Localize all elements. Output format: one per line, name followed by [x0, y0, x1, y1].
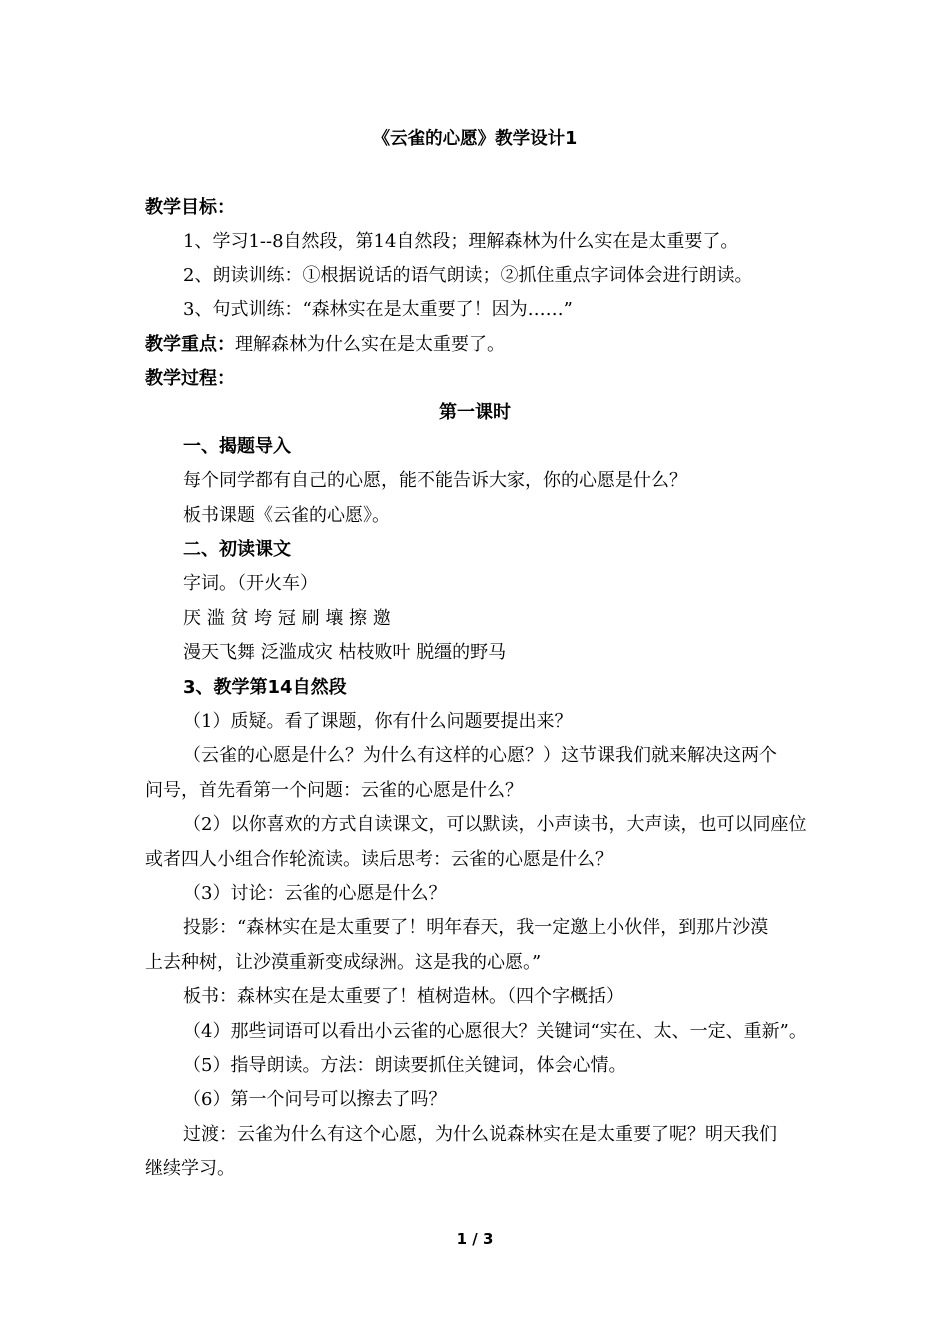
- paragraph-line: 字词。（开火车）: [183, 573, 318, 594]
- paragraph-line: （6）第一个问号可以擦去了吗？: [183, 1089, 447, 1110]
- vocabulary-characters: 厌 滥 贫 垮 冠 刷 壤 擦 邀: [183, 608, 391, 629]
- focus-text: 理解森林为什么实在是太重要了。: [235, 334, 505, 355]
- objectives-heading: 教学目标：: [145, 197, 235, 218]
- objective-item: 3、句式训练：“森林实在是太重要了！因为……”: [183, 299, 573, 320]
- paragraph-line: 或者四人小组合作轮流读。读后思考：云雀的心愿是什么？: [145, 849, 613, 870]
- paragraph-line: 板书：森林实在是太重要了！植树造林。（四个字概括）: [183, 986, 624, 1007]
- teaching-focus: [145, 333, 505, 357]
- focus-label: 教学重点：: [145, 334, 235, 355]
- page-number: 1 / 3: [456, 1230, 494, 1248]
- process-heading: 教学过程：: [145, 368, 235, 389]
- paragraph-line: （1）质疑。看了课题，你有什么问题要提出来？: [183, 711, 573, 732]
- paragraph-line: 继续学习。: [145, 1158, 235, 1179]
- paragraph-line: 过渡：云雀为什么有这个心愿，为什么说森林实在是太重要了呢？明天我们: [183, 1124, 777, 1145]
- paragraph-line: （4）那些词语可以看出小云雀的心愿很大？关键词“实在、太、一定、重新”。: [183, 1021, 807, 1042]
- section3-heading: 3、教学第14自然段: [183, 677, 347, 698]
- objective-item: 1、学习1--8自然段，第14自然段；理解森林为什么实在是太重要了。: [183, 231, 739, 252]
- paragraph-line: 投影：“森林实在是太重要了！明年春天，我一定邀上小伙伴，到那片沙漠: [183, 917, 769, 938]
- paragraph-line: （3）讨论：云雀的心愿是什么？: [183, 883, 447, 904]
- vocabulary-phrases: 漫天飞舞 泛滥成灾 枯枝败叶 脱缰的野马: [183, 642, 507, 663]
- paragraph-line: （2）以你喜欢的方式自读课文，可以默读，小声读书，大声读，也可以同座位: [183, 814, 807, 835]
- paragraph-line: 上去种树，让沙漠重新变成绿洲。这是我的心愿。”: [145, 952, 542, 973]
- objective-item: 2、朗读训练：①根据说话的语气朗读；②抓住重点字词体会进行朗读。: [183, 265, 753, 286]
- paragraph-line: 每个同学都有自己的心愿，能不能告诉大家，你的心愿是什么？: [183, 470, 687, 491]
- paragraph-line: 问号，首先看第一个问题：云雀的心愿是什么？: [145, 780, 523, 801]
- section2-heading: 二、初读课文: [183, 539, 291, 560]
- document-title: 《云雀的心愿》教学设计1: [372, 129, 578, 149]
- paragraph-line: （5）指导朗读。方法：朗读要抓住关键词，体会心情。: [183, 1055, 627, 1076]
- lesson-heading: 第一课时: [439, 402, 511, 423]
- section1-heading: 一、揭题导入: [183, 436, 291, 457]
- paragraph-line: （云雀的心愿是什么？为什么有这样的心愿？）这节课我们就来解决这两个: [183, 745, 777, 766]
- paragraph-line: 板书课题《云雀的心愿》。: [183, 505, 390, 526]
